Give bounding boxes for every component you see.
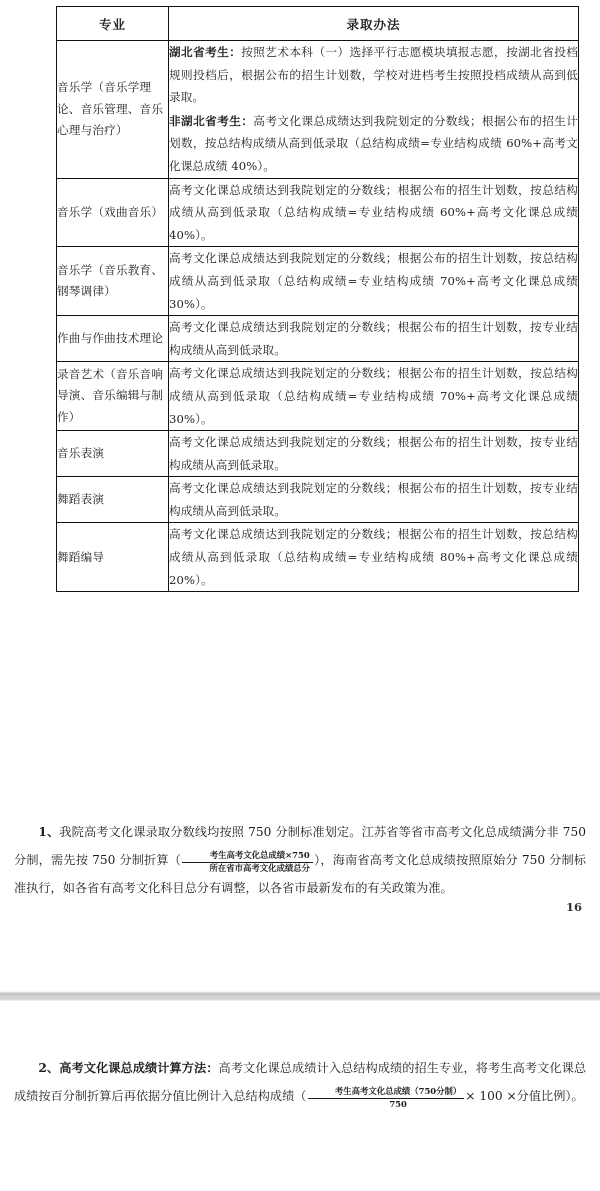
method-text: 高考文化课总成绩达到我院划定的分数线；根据公布的招生计划数，按总结构成绩从高到低录取（总结构成绩=专业结构成绩 70%+高考文化课总成绩 30%）。 xyxy=(169,251,578,311)
table-row xyxy=(57,178,579,247)
column-header-method: 录取办法 xyxy=(169,7,579,41)
major-cell: 音乐学（戏曲音乐） xyxy=(57,178,169,247)
admission-table-wrapper xyxy=(56,6,578,592)
note-two-marker: 2、 xyxy=(38,1061,60,1075)
major-cell: 音乐学（音乐教育、钢琴调律） xyxy=(57,247,169,316)
table-row xyxy=(57,247,579,316)
page-number: 16 xyxy=(565,900,582,914)
major-cell: 作曲与作曲技术理论 xyxy=(57,316,169,362)
score-conversion-formula xyxy=(182,851,313,873)
culture-score-formula xyxy=(308,1087,465,1109)
method-cell xyxy=(169,316,579,362)
method-text: 按照艺术本科（一）选择平行志愿模块填报志愿，按湖北省投档规则投档后，根据公布的招生计划数，学校对进档考生按照投档成绩从高到低录取。 xyxy=(169,45,578,105)
method-paragraph xyxy=(169,362,578,430)
note-one-text xyxy=(14,818,586,902)
note-two-lead: 高考文化课总成绩计算方法： xyxy=(59,1061,219,1075)
method-cell xyxy=(169,247,579,316)
note-two xyxy=(14,1054,586,1110)
major-cell: 舞蹈编导 xyxy=(57,523,169,592)
column-header-major: 专业 xyxy=(57,7,169,41)
note-one xyxy=(14,818,586,902)
formula-denominator: 750 xyxy=(389,1098,407,1109)
note-one-part-a: 我院高考文化课录取分数线均按照 750 分制标准划定。江苏省等省市高考文化总成绩满分非 750 分制，需先按 750 分制折算（ xyxy=(14,825,586,868)
method-paragraph xyxy=(169,179,578,247)
method-paragraph xyxy=(169,247,578,315)
document-page-two xyxy=(0,1002,600,1191)
major-cell: 舞蹈表演 xyxy=(57,477,169,523)
note-two-text xyxy=(14,1054,586,1110)
method-cell xyxy=(169,431,579,477)
method-cell xyxy=(169,523,579,592)
major-cell: 音乐表演 xyxy=(57,431,169,477)
method-text: 高考文化课总成绩达到我院划定的分数线；根据公布的招生计划数，按总结构成绩从高到低录取（总结构成绩=专业结构成绩 70%+高考文化课总成绩 30%）。 xyxy=(169,366,578,426)
admission-methods-table xyxy=(56,6,579,592)
method-lead-label: 非湖北省考生： xyxy=(169,113,254,128)
table-row xyxy=(57,362,579,431)
major-cell: 音乐学（音乐学理论、音乐管理、音乐心理与治疗） xyxy=(57,41,169,179)
method-paragraph xyxy=(169,316,578,361)
note-one-marker: 1、 xyxy=(38,825,60,839)
formula-numerator: 考生高考文化总成绩×750 xyxy=(182,851,313,863)
major-cell: 录音艺术（音乐音响导演、音乐编辑与制作） xyxy=(57,362,169,431)
page-separator xyxy=(0,990,600,1002)
method-paragraph xyxy=(169,110,578,178)
note-one-part-b: ），海南省高考文化总成绩按照原始分 750 分制标准执行，如各省有高考文化科目总分有调整，以各省市最新发布的有关政策为准。 xyxy=(14,853,586,896)
formula-denominator: 所在省市高考文化成绩总分 xyxy=(209,862,310,873)
method-text: 高考文化课总成绩达到我院划定的分数线；根据公布的招生计划数，按专业结构成绩从高到低录取。 xyxy=(169,435,578,472)
formula-numerator: 考生高考文化总成绩（750分制） xyxy=(308,1087,465,1099)
method-cell xyxy=(169,477,579,523)
method-cell xyxy=(169,178,579,247)
note-two-part-a: 高考文化课总成绩计入总结构成绩的招生专业，将考生高考文化课总成绩按百分制折算后再依据分值比例计入总结构成绩（ xyxy=(14,1061,587,1104)
method-text: 高考文化课总成绩达到我院划定的分数线；根据公布的招生计划数，按总结构成绩从高到低录取（总结构成绩=专业结构成绩 60%+高考文化课总成绩 40%）。 xyxy=(169,182,578,242)
method-text: 高考文化课总成绩达到我院划定的分数线；根据公布的招生计划数，按总结构成绩从高到低录取（总结构成绩=专业结构成绩 60%+高考文化课总成绩 40%）。 xyxy=(169,113,579,173)
method-text: 高考文化课总成绩达到我院划定的分数线；根据公布的招生计划数，按总结构成绩从高到低录取（总结构成绩=专业结构成绩 80%+高考文化课总成绩 20%）。 xyxy=(169,527,578,587)
method-paragraph xyxy=(169,523,578,591)
method-paragraph xyxy=(169,431,578,476)
table-row xyxy=(57,431,579,477)
table-row xyxy=(57,41,579,179)
method-text: 高考文化课总成绩达到我院划定的分数线；根据公布的招生计划数，按专业结构成绩从高到低录取。 xyxy=(169,481,578,518)
method-paragraph xyxy=(169,41,578,109)
note-two-part-b: × 100 ×分值比例）。 xyxy=(465,1089,584,1104)
table-row xyxy=(57,316,579,362)
table-header-row xyxy=(57,7,579,41)
method-paragraph xyxy=(169,477,578,522)
method-lead-label: 湖北省考生： xyxy=(169,45,242,59)
table-row xyxy=(57,523,579,592)
table-row xyxy=(57,477,579,523)
method-text: 高考文化课总成绩达到我院划定的分数线；根据公布的招生计划数，按专业结构成绩从高到低录取。 xyxy=(169,320,578,357)
method-cell xyxy=(169,362,579,431)
method-cell xyxy=(169,41,579,179)
